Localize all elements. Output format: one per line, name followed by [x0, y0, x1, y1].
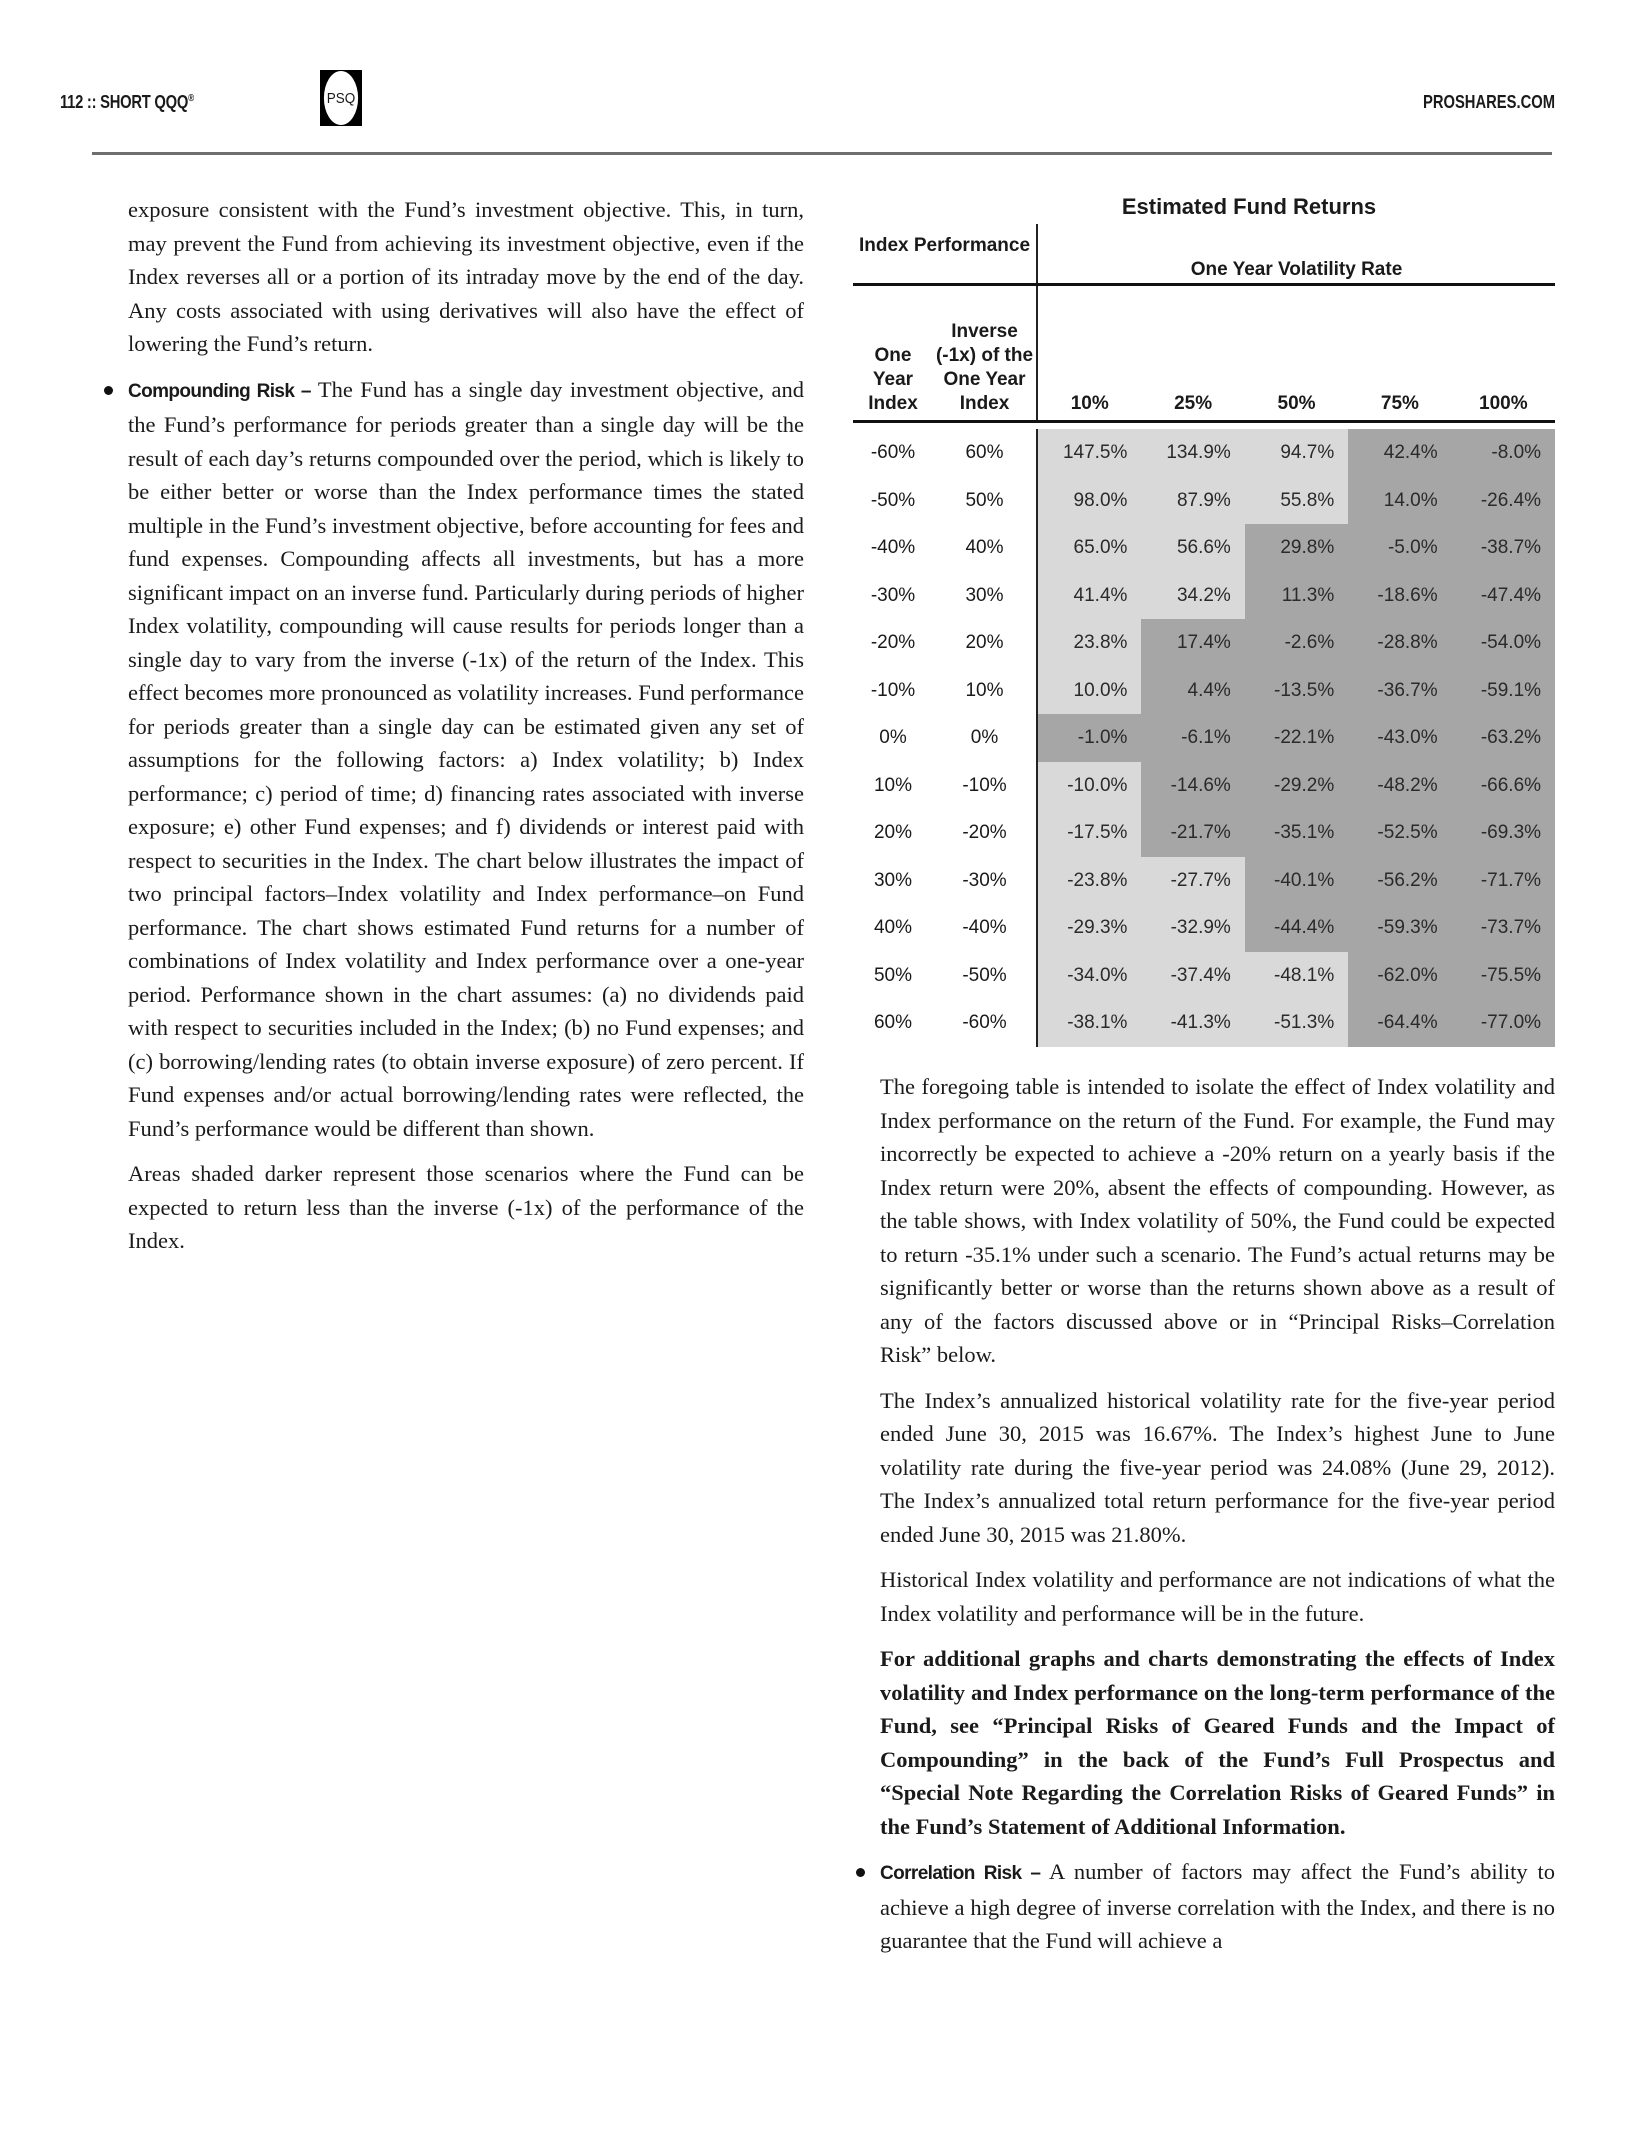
- intro-paragraph: exposure consistent with the Fund’s investment objective. This, in turn, may prevent the Fund from achieving its investment objective, even if the Index reverses all or a portion of its intraday move by the end of the day. Any costs associated with using derivatives will also have the effect of lowering the Fund’s return.: [128, 197, 804, 356]
- registered-mark: ®: [188, 93, 194, 104]
- col-header-one-year-index: One Year Index: [868, 345, 918, 414]
- cell-fund-return: -59.1%: [1452, 667, 1555, 715]
- cell-fund-return: -66.6%: [1452, 762, 1555, 810]
- cell-index-return: 20%: [873, 822, 913, 843]
- volatility-header: One Year Volatility Rate: [1190, 259, 1403, 280]
- col-header-inverse: Inverse (-1x) of the One Year Index: [933, 286, 1038, 420]
- cell-fund-return: -47.4%: [1452, 572, 1555, 620]
- cell-inverse-return: -60%: [933, 999, 1038, 1047]
- page-label: [60, 92, 194, 113]
- cell-fund-return: 147.5%: [1038, 429, 1141, 477]
- col-header-vol-100: 100%: [1479, 393, 1528, 414]
- cell-index-return: -10%: [870, 679, 916, 701]
- cell-fund-return: -29.2%: [1245, 762, 1348, 810]
- cell-inverse-return: -30%: [933, 857, 1038, 905]
- right-column: [880, 1070, 1555, 1970]
- cell-fund-return: -36.7%: [1348, 667, 1451, 715]
- cell-fund-return: -77.0%: [1452, 999, 1555, 1047]
- cell-fund-return: 94.7%: [1245, 429, 1348, 477]
- cell-index-return: -30%: [870, 584, 916, 606]
- col-header-vol-50: 50%: [1277, 393, 1316, 414]
- cell-fund-return: -1.0%: [1038, 714, 1141, 762]
- cell-index-return: -50%: [870, 489, 916, 511]
- bullet-icon: [856, 1868, 865, 1877]
- additional-info-paragraph: For additional graphs and charts demonstrating the effects of Index volatility and Index performance on the long-term performance of the Fund, see “Principal Risks of Geared Funds and the Impact of Compounding” in the back of the Fund’s Full Prospectus and “Special Note Regarding the Correlation Risks of Geared Funds” in the Fund’s Statement of Additional Information.: [880, 1646, 1555, 1839]
- cell-fund-return: 55.8%: [1245, 477, 1348, 525]
- cell-fund-return: 11.3%: [1245, 572, 1348, 620]
- cell-fund-return: -21.7%: [1141, 809, 1244, 857]
- correlation-risk-term: Correlation Risk –: [880, 1863, 1041, 1884]
- cell-fund-return: -62.0%: [1348, 952, 1451, 1000]
- col-header-vol-25: 25%: [1174, 393, 1213, 414]
- cell-fund-return: 134.9%: [1141, 429, 1244, 477]
- cell-fund-return: -34.0%: [1038, 952, 1141, 1000]
- cell-fund-return: -32.9%: [1141, 904, 1244, 952]
- cell-fund-return: -2.6%: [1245, 619, 1348, 667]
- cell-index-return: -40%: [870, 537, 916, 558]
- cell-fund-return: 34.2%: [1141, 572, 1244, 620]
- cell-index-return: 60%: [873, 1012, 913, 1033]
- cell-fund-return: -14.6%: [1141, 762, 1244, 810]
- compounding-risk-term: Compounding Risk –: [128, 380, 311, 402]
- table-row: [853, 952, 1555, 1000]
- cell-inverse-return: 40%: [933, 524, 1038, 572]
- table-row: [853, 904, 1555, 952]
- cell-fund-return: -27.7%: [1141, 857, 1244, 905]
- cell-inverse-return: 20%: [933, 619, 1038, 667]
- cell-index-return: 0%: [879, 727, 907, 748]
- cell-fund-return: -56.2%: [1348, 857, 1451, 905]
- cell-fund-return: -43.0%: [1348, 714, 1451, 762]
- cell-fund-return: -38.7%: [1452, 524, 1555, 572]
- table-row: [853, 429, 1555, 477]
- table-row: [853, 524, 1555, 572]
- cell-fund-return: 65.0%: [1038, 524, 1141, 572]
- cell-fund-return: -64.4%: [1348, 999, 1451, 1047]
- cell-fund-return: 87.9%: [1141, 477, 1244, 525]
- table-row: [853, 857, 1555, 905]
- cell-fund-return: 29.8%: [1245, 524, 1348, 572]
- cell-fund-return: -51.3%: [1245, 999, 1348, 1047]
- correlation-risk-text: A number of factors may affect the Fund’s ability to achieve a high degree of inverse correlation with the Index, and there is no guarantee that the Fund will achieve a: [880, 1859, 1555, 1953]
- col-header-vol-75: 75%: [1380, 393, 1419, 414]
- cell-fund-return: -59.3%: [1348, 904, 1451, 952]
- cell-fund-return: -22.1%: [1245, 714, 1348, 762]
- cell-index-return: 40%: [873, 917, 913, 938]
- cell-fund-return: -63.2%: [1452, 714, 1555, 762]
- cell-fund-return: -69.3%: [1452, 809, 1555, 857]
- page-header: [60, 62, 1555, 152]
- table-column-headers: [853, 286, 1555, 423]
- cell-fund-return: 23.8%: [1038, 619, 1141, 667]
- cell-fund-return: -75.5%: [1452, 952, 1555, 1000]
- cell-fund-return: -29.3%: [1038, 904, 1141, 952]
- compounding-risk-text: The Fund has a single day investment objective, and the Fund’s performance for periods greater than a single day will be the result of each day’s returns compounded over the period, which is likely to be either better or worse than the Index performance times the stated multiple in the Fund’s investment objective, before accounting for fees and fund expenses. Compounding affects all investments, but has a more significant impact on an inverse fund. Particularly during periods of higher Index volatility, compounding will cause results for periods longer than a single day to vary from the inverse (-1x) of the return of the Index. This effect becomes more pronounced as volatility increases. Fund performance for periods greater than a single day can be estimated given any set of assumptions for the following factors: a) Index volatility; b) Index performance; c) period of time; d) financing rates associated with inverse exposure; e) other Fund expenses; and f) dividends or interest paid with respect to securities in the Index. The chart below illustrates the impact of two principal factors–Index volatility and Index performance–on Fund performance. The chart shows estimated Fund returns for a number of combinations of Index volatility and Index performance over a one-year period. Performance shown in the chart assumes: (a) no dividends paid with respect to securities included in the Index; (b) no Fund expenses; and (c) borrowing/lending rates (to obtain inverse exposure) of zero percent. If Fund expenses and/or actual borrowing/lending rates were reflected, the Fund’s performance would be different than shown.: [128, 376, 805, 1141]
- cell-fund-return: -52.5%: [1348, 809, 1451, 857]
- cell-fund-return: -40.1%: [1245, 857, 1348, 905]
- table-title: Estimated Fund Returns: [1121, 194, 1377, 219]
- cell-fund-return: -41.3%: [1141, 999, 1244, 1047]
- site-link[interactable]: PROSHARES.COM: [1422, 92, 1555, 112]
- table-row: [853, 809, 1555, 857]
- table-row: [853, 572, 1555, 620]
- cell-fund-return: -23.8%: [1038, 857, 1141, 905]
- ticker-badge: [320, 70, 362, 126]
- cell-fund-return: 98.0%: [1038, 477, 1141, 525]
- left-column: [128, 193, 804, 1270]
- cell-fund-return: -48.2%: [1348, 762, 1451, 810]
- ticker-badge-label: PSQ: [324, 71, 358, 125]
- cell-fund-return: -5.0%: [1348, 524, 1451, 572]
- table-body: [853, 429, 1555, 1047]
- cell-fund-return: -37.4%: [1141, 952, 1244, 1000]
- cell-inverse-return: -50%: [933, 952, 1038, 1000]
- cell-fund-return: 4.4%: [1141, 667, 1244, 715]
- cell-fund-return: -6.1%: [1141, 714, 1244, 762]
- cell-fund-return: -44.4%: [1245, 904, 1348, 952]
- cell-fund-return: 42.4%: [1348, 429, 1451, 477]
- cell-fund-return: -18.6%: [1348, 572, 1451, 620]
- cell-fund-return: -28.8%: [1348, 619, 1451, 667]
- table-grid: [853, 224, 1555, 1047]
- cell-index-return: 30%: [873, 869, 913, 891]
- cell-fund-return: -38.1%: [1038, 999, 1141, 1047]
- table-row: [853, 762, 1555, 810]
- col-header-vol-10: 10%: [1070, 393, 1109, 414]
- cell-fund-return: -13.5%: [1245, 667, 1348, 715]
- table-row: [853, 999, 1555, 1047]
- header-divider: [92, 152, 1552, 155]
- cell-inverse-return: -20%: [933, 809, 1038, 857]
- cell-fund-return: -8.0%: [1452, 429, 1555, 477]
- bullet-icon: [104, 386, 113, 395]
- table-row: [853, 619, 1555, 667]
- table-explanation: The foregoing table is intended to isolate the effect of Index volatility and Index performance on the return of the Fund. For example, the Fund may incorrectly be expected to achieve a -20% return on a yearly basis if the Index return were 20%, absent the effects of compounding. However, as the table shows, with Index volatility of 50%, the Fund could be expected to return -35.1% under such a scenario. The Fund’s actual returns may be significantly better or worse than the returns shown above as a result of any of the factors discussed above or in “Principal Risks–Correlation Risk” below.: [880, 1074, 1555, 1367]
- table-group-header: [853, 224, 1555, 286]
- cell-fund-return: 10.0%: [1038, 667, 1141, 715]
- cell-index-return: 50%: [873, 964, 913, 986]
- disclaimer-paragraph: Historical Index volatility and performance are not indications of what the Index volatility and performance will be in the future.: [880, 1567, 1555, 1626]
- cell-inverse-return: -40%: [933, 904, 1038, 952]
- cell-fund-return: -17.5%: [1038, 809, 1141, 857]
- cell-fund-return: -54.0%: [1452, 619, 1555, 667]
- historical-volatility-paragraph: The Index’s annualized historical volatility rate for the five-year period ended June 30, 2015 was 16.67%. The Index’s highest June to June volatility rate during the five-year period was 24.08% (June 29, 2012). The Index’s annualized total return performance for the five-year period ended June 30, 2015 was 21.80%.: [880, 1387, 1555, 1547]
- cell-inverse-return: 30%: [933, 572, 1038, 620]
- cell-fund-return: -35.1%: [1245, 809, 1348, 857]
- table-row: [853, 667, 1555, 715]
- cell-fund-return: -10.0%: [1038, 762, 1141, 810]
- cell-fund-return: 56.6%: [1141, 524, 1244, 572]
- cell-index-return: 10%: [873, 774, 913, 796]
- cell-inverse-return: 10%: [933, 667, 1038, 715]
- cell-fund-return: -73.7%: [1452, 904, 1555, 952]
- page-label-text: 112 :: SHORT QQQ: [60, 92, 189, 112]
- cell-fund-return: 41.4%: [1038, 572, 1141, 620]
- correlation-risk-item: [880, 1855, 1555, 1958]
- cell-inverse-return: 60%: [933, 429, 1038, 477]
- shading-note: Areas shaded darker represent those scenarios where the Fund can be expected to return less than the inverse (-1x) of the performance of the Index.: [128, 1161, 804, 1253]
- cell-inverse-return: 0%: [933, 714, 1038, 762]
- cell-index-return: -60%: [870, 442, 916, 463]
- index-performance-header: Index Performance: [853, 224, 1038, 283]
- cell-fund-return: -48.1%: [1245, 952, 1348, 1000]
- table-row: [853, 477, 1555, 525]
- compounding-risk-item: [128, 373, 804, 1146]
- cell-fund-return: -26.4%: [1452, 477, 1555, 525]
- table-row: [853, 714, 1555, 762]
- estimated-returns-table: [853, 190, 1555, 1047]
- cell-inverse-return: 50%: [933, 477, 1038, 525]
- cell-fund-return: -71.7%: [1452, 857, 1555, 905]
- cell-fund-return: 14.0%: [1348, 477, 1451, 525]
- cell-index-return: -20%: [870, 632, 916, 653]
- cell-fund-return: 17.4%: [1141, 619, 1244, 667]
- cell-inverse-return: -10%: [933, 762, 1038, 810]
